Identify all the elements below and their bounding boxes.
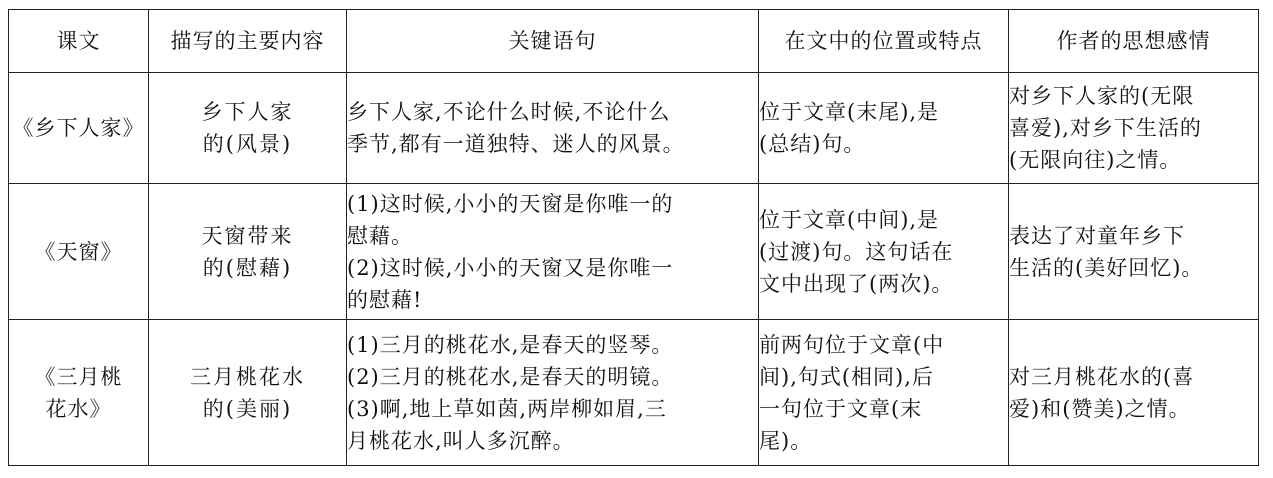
key-sentence-line: 乡下人家,不论什么时候,不论什么	[347, 100, 671, 124]
header-key-sentence: 关键语句	[347, 10, 759, 73]
position-cell	[759, 73, 1009, 184]
key-sentence-line: 季节,都有一道独特、迷人的风景。	[347, 132, 685, 156]
key-sentence-line: 的慰藉!	[347, 287, 423, 312]
table-row	[9, 184, 1259, 320]
emotion-line: 爱)和(赞美)之情。	[1009, 396, 1191, 421]
header-lesson: 课文	[9, 10, 149, 73]
lesson-title-line: 花水》	[45, 396, 112, 421]
position-line: 文中出现了(两次)。	[759, 271, 954, 296]
position-line: (总结)句。	[759, 132, 866, 156]
content-line: 的(风景)	[202, 132, 293, 156]
table-row	[9, 320, 1259, 466]
key-sentence-cell	[347, 184, 759, 320]
key-sentence-line: (1)这时候,小小的天窗是你唯一的	[347, 191, 674, 216]
emotion-line: (无限向往)之情。	[1009, 148, 1182, 172]
lesson-title-cell	[9, 320, 149, 466]
lesson-summary-table	[8, 9, 1259, 466]
key-sentence-cell	[347, 73, 759, 184]
emotion-line: 表达了对童年乡下	[1009, 223, 1185, 248]
header-position: 在文中的位置或特点	[759, 10, 1009, 73]
emotion-line: 对三月桃花水的(喜	[1009, 364, 1195, 389]
key-sentence-line: (1)三月的桃花水,是春天的竖琴。	[347, 332, 674, 357]
header-emotion: 作者的思想感情	[1009, 10, 1259, 73]
position-cell	[759, 184, 1009, 320]
key-sentence-line: (2)这时候,小小的天窗又是你唯一	[347, 255, 674, 280]
header-row	[9, 10, 1259, 73]
position-line: 位于文章(末尾),是	[759, 100, 940, 124]
emotion-line: 生活的(美好回忆)。	[1009, 255, 1204, 280]
content-line: 三月桃花水	[190, 364, 305, 389]
emotion-cell	[1009, 320, 1259, 466]
lesson-title-cell	[9, 184, 149, 320]
position-line: 尾)。	[759, 428, 813, 453]
emotion-cell	[1009, 184, 1259, 320]
table-row	[9, 73, 1259, 184]
lesson-title-cell	[9, 73, 149, 184]
lesson-title-line: 《天窗》	[34, 239, 123, 264]
position-line: 前两句位于文章(中	[759, 332, 945, 357]
position-line: (过渡)句。这句话在	[759, 239, 954, 264]
content-cell	[149, 73, 347, 184]
position-cell	[759, 320, 1009, 466]
key-sentence-line: (3)啊,地上草如茵,两岸柳如眉,三	[347, 396, 667, 421]
content-line: 的(慰藉)	[202, 255, 293, 280]
key-sentence-line: 慰藉。	[347, 223, 413, 248]
lesson-title-line: 《三月桃	[34, 364, 123, 389]
content-line: 乡下人家	[201, 100, 294, 124]
header-content: 描写的主要内容	[149, 10, 347, 73]
key-sentence-line: (2)三月的桃花水,是春天的明镜。	[347, 364, 674, 389]
content-line: 天窗带来	[201, 223, 294, 248]
emotion-line: 对乡下人家的(无限	[1009, 84, 1195, 108]
content-cell	[149, 184, 347, 320]
position-line: 间),句式(相同),后	[759, 364, 934, 389]
position-line: 位于文章(中间),是	[759, 207, 940, 232]
emotion-cell	[1009, 73, 1259, 184]
key-sentence-line: 月桃花水,叫人多沉醉。	[347, 428, 575, 453]
lesson-title-line: 《乡下人家》	[12, 116, 145, 140]
emotion-line: 喜爱),对乡下生活的	[1009, 116, 1202, 140]
position-line: 一句位于文章(末	[759, 396, 923, 421]
content-cell	[149, 320, 347, 466]
content-line: 的(美丽)	[202, 396, 293, 421]
key-sentence-cell	[347, 320, 759, 466]
